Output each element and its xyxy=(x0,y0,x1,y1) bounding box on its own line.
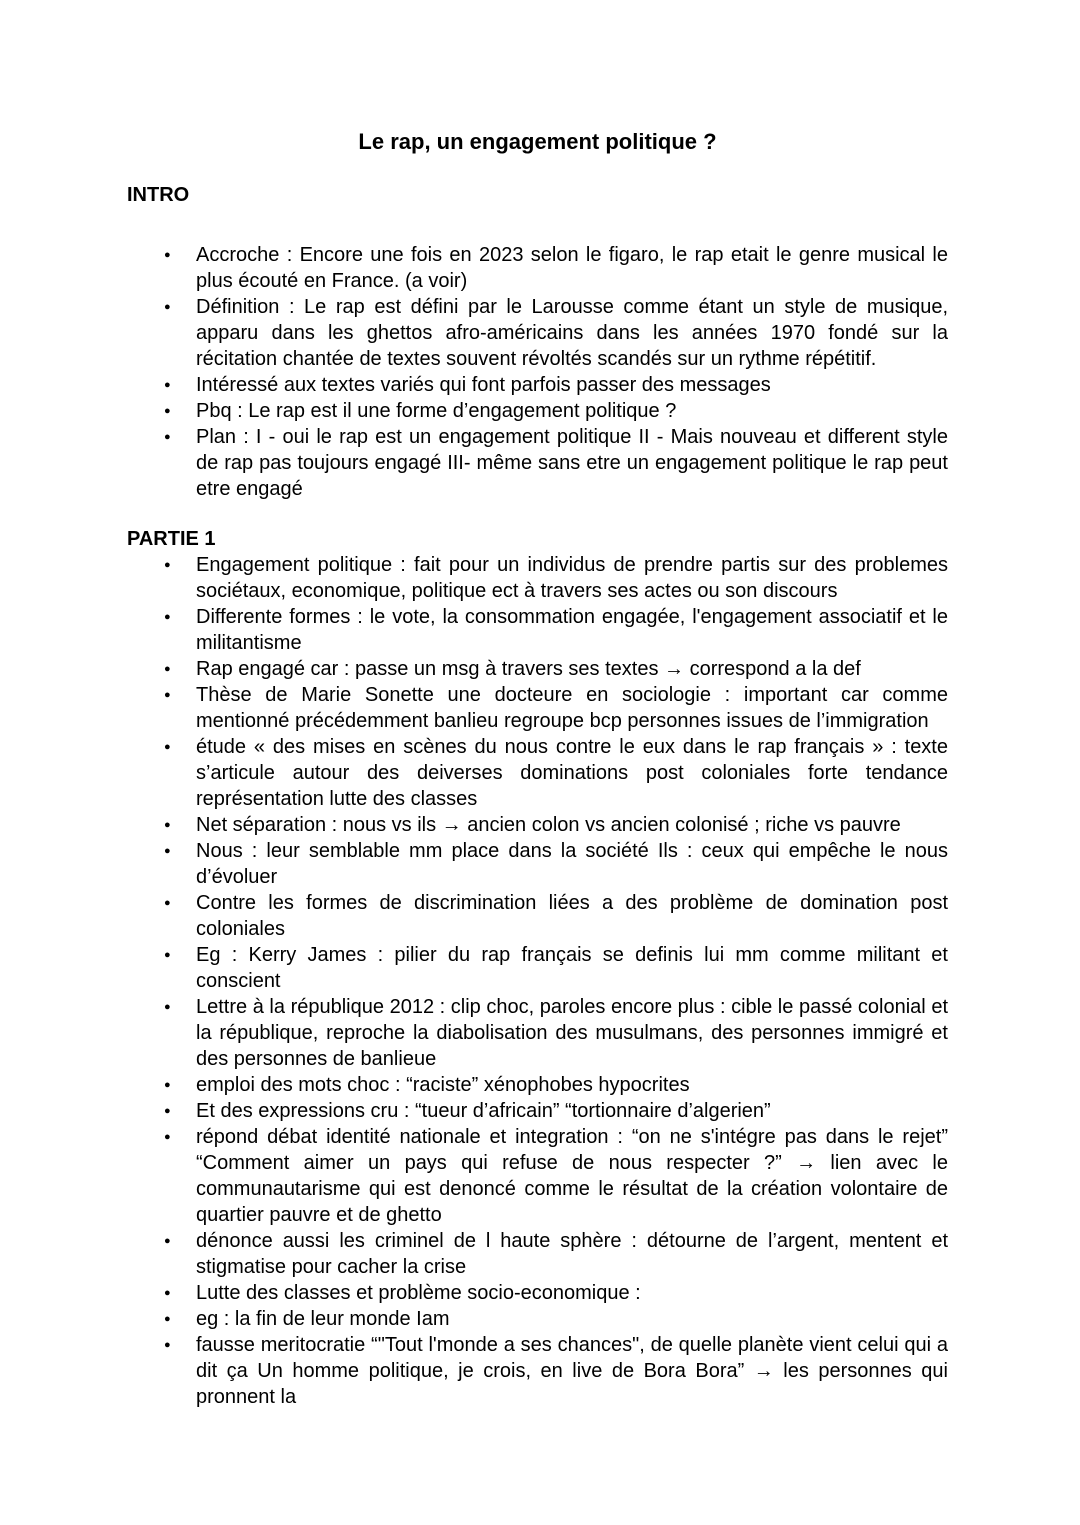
bullet-item xyxy=(127,812,948,838)
bullet-icon: ● xyxy=(164,1313,171,1325)
bullet-text: Differente formes : le vote, la consommation engagée, l'engagement associatif et le militantisme xyxy=(196,606,948,654)
bullet-item xyxy=(127,1124,948,1228)
section-heading: INTRO xyxy=(127,184,190,206)
bullet-text: dénonce aussi les criminel de l haute sphère : détourne de l’argent, mentent et stigmatise pour cacher la crise xyxy=(196,1230,948,1278)
bullet-icon: ● xyxy=(164,663,171,675)
bullet-icon: ● xyxy=(164,1339,171,1351)
bullet-text: Contre les formes de discrimination liées a des problème de domination post coloniales xyxy=(196,892,948,940)
bullet-item xyxy=(127,942,948,994)
bullet-text: Nous : leur semblable mm place dans la société Ils : ceux qui empêche le nous d’évoluer xyxy=(196,840,948,888)
bullet-item xyxy=(127,372,948,398)
bullet-icon: ● xyxy=(164,431,171,443)
bullet-text: Lutte des classes et problème socio-economique : xyxy=(196,1282,641,1304)
bullet-icon: ● xyxy=(164,405,171,417)
bullet-text: Rap engagé car : passe un msg à travers ses textes → correspond a la def xyxy=(196,658,861,680)
bullet-text: Et des expressions cru : “tueur d’africain” “tortionnaire d’algerien” xyxy=(196,1100,771,1122)
bullet-item xyxy=(127,1072,948,1098)
bullet-text: Lettre à la république 2012 : clip choc, paroles encore plus : cible le passé colonial et la république, reproche la diabolisation des musulmans, des personnes immigré et des personnes de banlieue xyxy=(196,996,948,1070)
bullet-item xyxy=(127,242,948,294)
bullet-item xyxy=(127,734,948,812)
document-body xyxy=(127,182,948,1410)
bullet-icon: ● xyxy=(164,301,171,313)
bullet-item xyxy=(127,994,948,1072)
bullet-icon: ● xyxy=(164,1287,171,1299)
bullet-text: étude « des mises en scènes du nous contre le eux dans le rap français » : texte s’articule autour des deiverses dominations post coloniales forte tendance représentation lutte des classes xyxy=(196,736,948,810)
document-title: Le rap, un engagement politique ? xyxy=(358,129,717,154)
bullet-text: emploi des mots choc : “raciste” xénophobes hypocrites xyxy=(196,1074,690,1096)
bullet-text: eg : la fin de leur monde Iam xyxy=(196,1308,450,1330)
bullet-item xyxy=(127,1228,948,1280)
bullet-icon: ● xyxy=(164,1105,171,1117)
bullet-item xyxy=(127,1280,948,1306)
bullet-icon: ● xyxy=(164,249,171,261)
bullet-text: Intéressé aux textes variés qui font parfois passer des messages xyxy=(196,374,771,396)
bullet-icon: ● xyxy=(164,689,171,701)
bullet-text: Définition : Le rap est défini par le Larousse comme étant un style de musique, apparu dans les ghettos afro-américains dans les années 1970 fondé sur la récitation chantée de textes souvent révoltés scandés sur un rythme répétitif. xyxy=(196,296,948,370)
bullet-item xyxy=(127,424,948,502)
bullet-list xyxy=(127,552,948,1410)
bullet-item xyxy=(127,838,948,890)
section-intro xyxy=(127,182,948,502)
bullet-text: Thèse de Marie Sonette une docteure en sociologie : important car comme mentionné précédemment banlieu regroupe bcp personnes issues de l’immigration xyxy=(196,684,948,732)
bullet-icon: ● xyxy=(164,611,171,623)
bullet-item xyxy=(127,294,948,372)
bullet-text: fausse meritocratie “"Tout l'monde a ses chances", de quelle planète vient celui qui a dit ça Un homme politique, je crois, en live de Bora Bora” → les personnes qui pronnent la xyxy=(196,1334,948,1408)
bullet-item xyxy=(127,1306,948,1332)
bullet-text: Accroche : Encore une fois en 2023 selon le figaro, le rap etait le genre musical le plus écouté en France. (a voir) xyxy=(196,244,948,292)
bullet-text: Pbq : Le rap est il une forme d’engagement politique ? xyxy=(196,400,677,422)
bullet-text: répond débat identité nationale et integration : “on ne s'intégre pas dans le rejet” “Comment aimer un pays qui refuse de nous respecter ?” → lien avec le communautarisme qui est denoncé comme le résultat de la création volontaire de quartier pauvre et de ghetto xyxy=(196,1126,948,1226)
section-partie-1 xyxy=(127,526,948,1410)
bullet-icon: ● xyxy=(164,1079,171,1091)
bullet-icon: ● xyxy=(164,1131,171,1143)
bullet-item xyxy=(127,604,948,656)
bullet-text: Plan : I - oui le rap est un engagement politique II - Mais nouveau et different style de rap pas toujours engagé III- même sans etre un engagement politique le rap peut etre engagé xyxy=(196,426,948,500)
bullet-item xyxy=(127,1332,948,1410)
bullet-item xyxy=(127,1098,948,1124)
bullet-item xyxy=(127,552,948,604)
bullet-icon: ● xyxy=(164,949,171,961)
bullet-icon: ● xyxy=(164,741,171,753)
bullet-icon: ● xyxy=(164,1235,171,1247)
bullet-icon: ● xyxy=(164,379,171,391)
bullet-text: Net séparation : nous vs ils → ancien colon vs ancien colonisé ; riche vs pauvre xyxy=(196,814,901,836)
section-heading: PARTIE 1 xyxy=(127,528,216,550)
bullet-icon: ● xyxy=(164,819,171,831)
bullet-item xyxy=(127,398,948,424)
bullet-text: Engagement politique : fait pour un individus de prendre partis sur des problemes sociétaux, economique, politique ect à travers ses actes ou son discours xyxy=(196,554,948,602)
bullet-text: Eg : Kerry James : pilier du rap français se definis lui mm comme militant et conscient xyxy=(196,944,948,992)
bullet-icon: ● xyxy=(164,1001,171,1013)
bullet-icon: ● xyxy=(164,897,171,909)
bullet-icon: ● xyxy=(164,559,171,571)
bullet-item xyxy=(127,682,948,734)
bullet-list xyxy=(127,242,948,502)
bullet-item xyxy=(127,890,948,942)
bullet-item xyxy=(127,656,948,682)
bullet-icon: ● xyxy=(164,845,171,857)
